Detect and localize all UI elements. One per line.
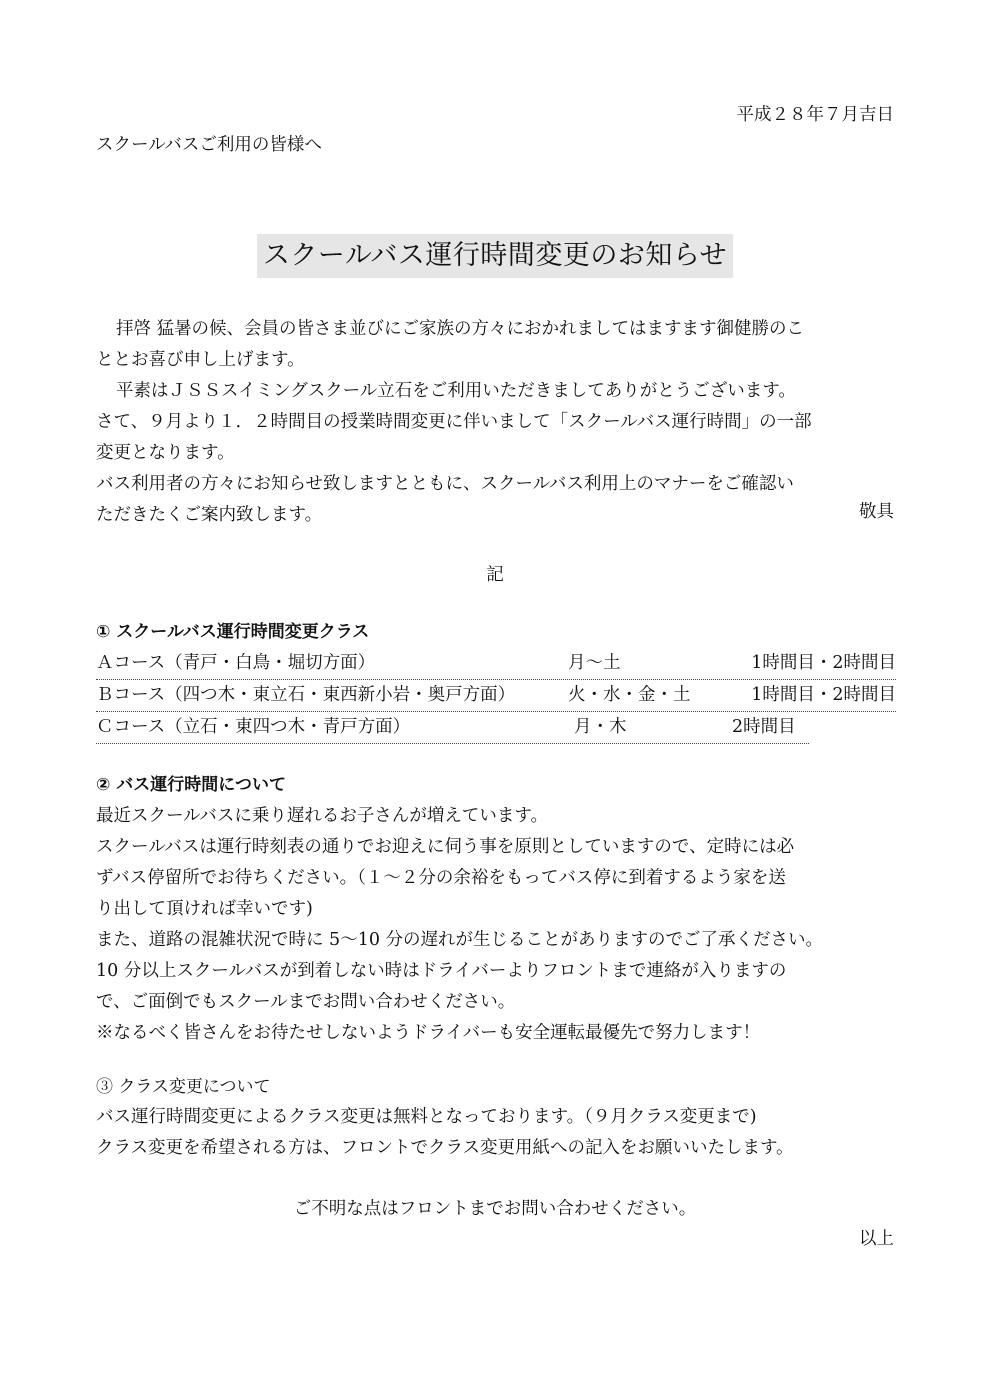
intro-line: ととお喜び申し上げます。 bbox=[96, 350, 305, 370]
table-row bbox=[96, 712, 809, 744]
section3-heading: ③ クラス変更について bbox=[96, 1077, 271, 1097]
section2-heading: ② バス運行時間について bbox=[96, 775, 286, 795]
intro-line: 平素はＪＳＳスイミングスクール立石をご利用いただきましてありがとうございます。 bbox=[116, 381, 796, 401]
table-row bbox=[96, 648, 896, 680]
course-periods: 2時間目 bbox=[732, 717, 796, 737]
section2-line: で、ご面倒でもスクールまでお問い合わせください。 bbox=[96, 992, 516, 1012]
course-days: 月～土 bbox=[568, 653, 621, 673]
course-periods: 1時間目・2時間目 bbox=[751, 653, 896, 673]
section2-line: スクールバスは運行時刻表の通りでお迎えに伺う事を原則としていますので、定時には必 bbox=[96, 837, 795, 857]
course-days: 月・木 bbox=[574, 717, 627, 737]
course-periods: 1時間目・2時間目 bbox=[751, 685, 896, 705]
addressee: スクールバスご利用の皆様へ bbox=[96, 135, 322, 155]
end-mark: 以上 bbox=[859, 1229, 894, 1249]
document-date: 平成２８年７月吉日 bbox=[736, 105, 894, 125]
course-name: Ａコース（青戸・白鳥・堀切方面） bbox=[96, 653, 376, 673]
section2-line: ※なるべく皆さんをお待たせしないようドライバーも安全運転最優先で努力します！ bbox=[96, 1023, 761, 1043]
section2-line: ずバス停留所でお待ちください。（１～２分の余裕をもってバス停に到着するよう家を送 bbox=[96, 868, 786, 888]
section2-line: り出して頂ければ幸いです) bbox=[96, 899, 313, 919]
intro-paragraph bbox=[96, 314, 896, 531]
ki-mark: 記 bbox=[486, 565, 504, 585]
section1-heading: ① スクールバス運行時間変更クラス bbox=[96, 622, 370, 642]
course-days: 火・水・金・土 bbox=[568, 685, 691, 705]
intro-line: 拝啓 猛暑の候、会員の皆さま並びにご家族の方々におかれましてはますます御健勝のこ bbox=[116, 319, 805, 339]
section2-body bbox=[96, 801, 896, 1049]
section2-line: 最近スクールバスに乗り遅れるお子さんが増えています。 bbox=[96, 806, 549, 826]
bus-schedule-table bbox=[96, 648, 896, 744]
intro-line: バス利用者の方々にお知らせ致しますとともに、スクールバス利用上のマナーをご確認い bbox=[96, 474, 794, 494]
intro-line: 変更となります。 bbox=[96, 443, 235, 463]
course-name: Ｂコース（四つ木・東立石・東西新小岩・奥戸方面） bbox=[96, 685, 516, 705]
title-wrap bbox=[0, 234, 990, 278]
section2-line: また、道路の混雑状況で時に 5～10 分の遅れが生じることがありますのでご了承ください。 bbox=[96, 930, 824, 950]
table-row bbox=[96, 680, 896, 712]
course-name: Ｃコース（立石・東四つ木・青戸方面） bbox=[96, 717, 411, 737]
intro-line: さて、９月より１．２時間目の授業時間変更に伴いまして「スクールバス運行時間」の一部 bbox=[96, 412, 812, 432]
intro-line: ただきたくご案内致します。 bbox=[96, 505, 323, 525]
section2-line: 10 分以上スクールバスが到着しない時はドライバーよりフロントまで連絡が入りますの bbox=[96, 961, 787, 981]
section3-line: バス運行時間変更によるクラス変更は無料となっております。（９月クラス変更まで) bbox=[96, 1107, 757, 1127]
section3-line: クラス変更を希望される方は、フロントでクラス変更用紙への記入をお願いいたします。 bbox=[96, 1138, 794, 1158]
section3-body bbox=[96, 1102, 896, 1164]
closing-note: ご不明な点はフロントまでお問い合わせください。 bbox=[293, 1199, 697, 1219]
closing-word-keigu: 敬具 bbox=[859, 502, 894, 522]
document-title: スクールバス運行時間変更のお知らせ bbox=[257, 234, 733, 278]
